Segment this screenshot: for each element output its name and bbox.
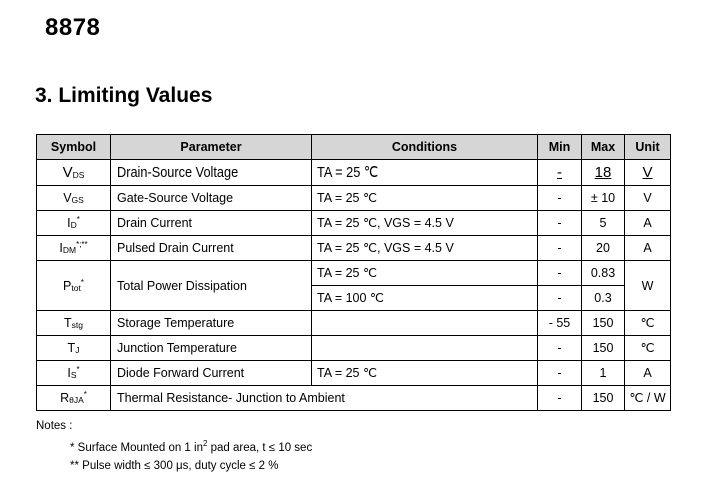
condition-cell — [312, 311, 538, 336]
symbol-cell: $V_{GS}$ — [37, 186, 111, 211]
parameter-cell: Storage Temperature — [111, 311, 312, 336]
header-symbol: Symbol — [37, 135, 111, 160]
symbol-cell: $I_S^*$ — [37, 361, 111, 386]
unit-cell: W — [625, 261, 671, 311]
unit-cell: V — [625, 160, 671, 186]
parameter-cell: Drain Current — [111, 211, 312, 236]
note-2: ** Pulse width ≤ 300 μs, duty cycle ≤ 2 % — [70, 459, 279, 472]
table-row — [37, 361, 671, 386]
parameter-cell: Diode Forward Current — [111, 361, 312, 386]
header-max: Max — [582, 135, 625, 160]
note-1: * Surface Mounted on 1 $in^2$ pad area, t ≤ 10 sec — [70, 439, 313, 454]
condition-cell: TA = 100 ℃ — [312, 286, 538, 311]
table-row — [37, 311, 671, 336]
limiting-values-table — [36, 134, 671, 411]
table-row — [37, 211, 671, 236]
max-cell: 150 — [582, 386, 625, 411]
symbol-cell: $I_D^*$ — [37, 211, 111, 236]
parameter-cell: Junction Temperature — [111, 336, 312, 361]
unit-cell: ℃ / W — [625, 386, 671, 411]
min-cell: - — [538, 186, 582, 211]
notes-title: Notes : — [36, 420, 73, 432]
table-row — [37, 336, 671, 361]
parameter-cell: Pulsed Drain Current — [111, 236, 312, 261]
header-conditions: Conditions — [312, 135, 538, 160]
symbol-cell: $T_J$ — [37, 336, 111, 361]
section-title: 3. Limiting Values — [35, 84, 213, 107]
min-cell: - — [538, 361, 582, 386]
table-row — [37, 236, 671, 261]
min-cell: - — [538, 211, 582, 236]
min-cell: - — [538, 160, 582, 186]
parameter-cell: Drain-Source Voltage — [111, 160, 312, 186]
min-cell: - — [538, 236, 582, 261]
min-cell: - — [538, 386, 582, 411]
condition-cell: TA = 25 ℃, VGS = 4.5 V — [312, 236, 538, 261]
unit-cell: ℃ — [625, 336, 671, 361]
max-cell: 5 — [582, 211, 625, 236]
notes-block — [36, 417, 312, 475]
symbol-cell: $T_{stg}$ — [37, 311, 111, 336]
max-cell: 0.83 — [582, 261, 625, 286]
unit-cell: ℃ — [625, 311, 671, 336]
condition-cell: TA = 25 ℃ — [312, 186, 538, 211]
table-header-row — [37, 135, 671, 160]
parameter-cell: Thermal Resistance- Junction to Ambient — [111, 386, 538, 411]
table-row — [37, 261, 671, 286]
parameter-cell: Total Power Dissipation — [111, 261, 312, 311]
symbol-cell: $I_{DM}^{*;**}$ — [37, 236, 111, 261]
symbol-cell: $R_{\theta JA}^*$ — [37, 386, 111, 411]
max-cell: 20 — [582, 236, 625, 261]
condition-cell: TA = 25 ℃, VGS = 4.5 V — [312, 211, 538, 236]
min-cell: - — [538, 336, 582, 361]
min-cell: - 55 — [538, 311, 582, 336]
condition-cell: TA = 25 ℃ — [312, 361, 538, 386]
max-cell: 18 — [582, 160, 625, 186]
min-cell: - — [538, 286, 582, 311]
table-row — [37, 186, 671, 211]
max-cell: 150 — [582, 311, 625, 336]
max-cell: 1 — [582, 361, 625, 386]
symbol-cell: $P_{tot}^*$ — [37, 261, 111, 311]
condition-cell: TA = 25 ℃ — [312, 160, 538, 186]
max-cell: 0.3 — [582, 286, 625, 311]
document-id: 8878 — [45, 14, 101, 41]
table-row — [37, 160, 671, 186]
header-parameter: Parameter — [111, 135, 312, 160]
parameter-cell: Gate-Source Voltage — [111, 186, 312, 211]
max-cell: 150 — [582, 336, 625, 361]
table-row — [37, 386, 671, 411]
condition-cell — [312, 336, 538, 361]
header-min: Min — [538, 135, 582, 160]
min-cell: - — [538, 261, 582, 286]
unit-cell: V — [625, 186, 671, 211]
condition-cell: TA = 25 ℃ — [312, 261, 538, 286]
header-unit: Unit — [625, 135, 671, 160]
unit-cell: A — [625, 211, 671, 236]
symbol-cell: $V_{DS}$ — [37, 160, 111, 186]
unit-cell: A — [625, 236, 671, 261]
unit-cell: A — [625, 361, 671, 386]
max-cell: ± 10 — [582, 186, 625, 211]
